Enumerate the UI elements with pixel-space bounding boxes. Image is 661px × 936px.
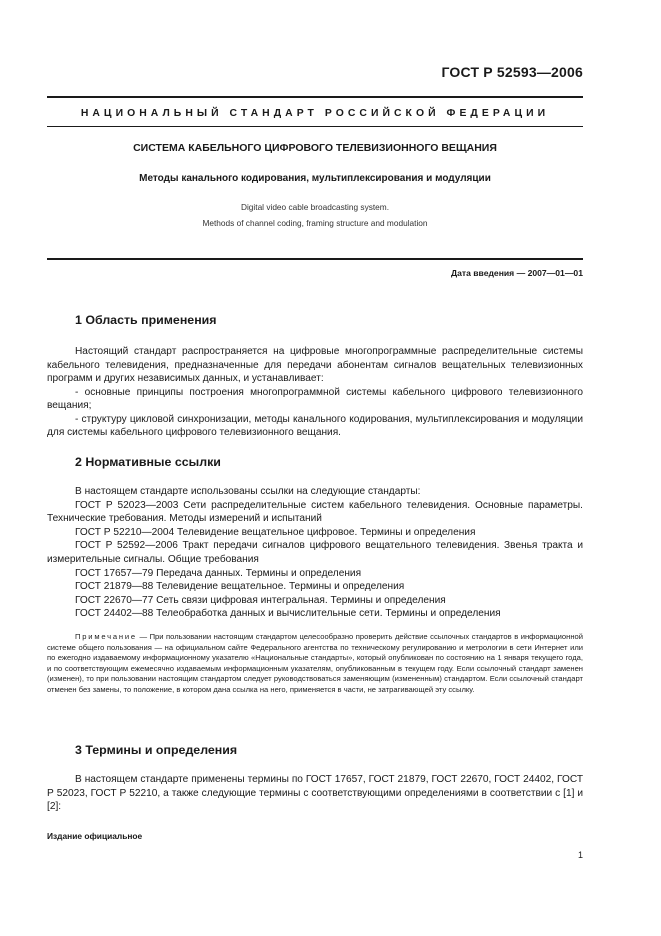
national-standard-title: НАЦИОНАЛЬНЫЙ СТАНДАРТ РОССИЙСКОЙ ФЕДЕРАЦИИ bbox=[80, 108, 550, 119]
section1-item1: - основные принципы построения многопрограммной системы кабельного цифрового телевизионного вещания; bbox=[47, 386, 583, 411]
section1-body bbox=[47, 345, 583, 440]
reference-item: ГОСТ 24402—88 Телеобработка данных и вычислительные сети. Термины и определения bbox=[75, 608, 501, 620]
document-title: СИСТЕМА КАБЕЛЬНОГО ЦИФРОВОГО ТЕЛЕВИЗИОННОГО ВЕЩАНИЯ bbox=[133, 142, 497, 154]
reference-item: ГОСТ 17657—79 Передача данных. Термины и определения bbox=[75, 567, 362, 579]
top-rule bbox=[47, 96, 583, 98]
section3-heading: 3 Термины и определения bbox=[75, 743, 238, 757]
national-rule bbox=[47, 126, 583, 127]
section3-paragraph: В настоящем стандарте применены термины по ГОСТ 17657, ГОСТ 21879, ГОСТ 22670, ГОСТ 24402, ГОСТ Р 52023, ГОСТ Р 52210, а также следующие термины с соответствующими определениями в соответствии с [1] и [2]: bbox=[47, 774, 583, 812]
english-title-line2: Methods of channel coding, framing structure and modulation bbox=[202, 218, 428, 228]
edition-label: Издание официальное bbox=[47, 831, 143, 841]
reference-item: ГОСТ 22670—77 Сеть связи цифровая интегральная. Термины и определения bbox=[75, 594, 446, 606]
reference-item: ГОСТ Р 52023—2003 Сети распределительные систем кабельного телевидения. Основные параметры. Технические требования. Методы измерений и испытаний bbox=[47, 499, 583, 525]
section1-paragraph: Настоящий стандарт распространяется на цифровые многопрограммные распределительные системы кабельного телевидения, предназначенные для передачи абонентам сигналов вещательных телевизионных программ и других независимых данных, и устанавливает: bbox=[47, 346, 583, 384]
note-label: Примечание bbox=[75, 632, 137, 641]
page-number: 1 bbox=[577, 850, 583, 860]
document-subtitle: Методы канального кодирования, мультиплексирования и модуляции bbox=[139, 173, 491, 184]
normative-references bbox=[47, 485, 583, 621]
english-title-line1: Digital video cable broadcasting system. bbox=[240, 202, 390, 212]
reference-item: ГОСТ Р 52592—2006 Тракт передачи сигналов цифрового вещательного телевидения. Звенья тракта и измерительные сигналы. Общие требования bbox=[47, 540, 583, 565]
references-intro: В настоящем стандарте использованы ссылки на следующие стандарты: bbox=[75, 486, 421, 497]
standard-code: ГОСТ Р 52593—2006 bbox=[441, 64, 583, 80]
section1-item2: - структуру цикловой синхронизации, методы канального кодирования, мультиплексирования и модуляции для системы кабельного цифрового телевизионного вещания. bbox=[47, 413, 583, 438]
reference-item: ГОСТ Р 52210—2004 Телевидение вещательное цифровое. Термины и определения bbox=[75, 526, 476, 538]
introduction-date: Дата введения — 2007—01—01 bbox=[450, 268, 583, 278]
references-note bbox=[47, 632, 583, 695]
note-text: — При пользовании настоящим стандартом целесообразно проверить действие ссылочных стандартов в информационной системе общего пользования — на официальном сайте Федерального агентства по техническому регулированию и метрологии в сети Интернет или по ежегодно издаваемому информационному указателю «Национальные стандарты», который опубликован по состоянию на 1 января текущего года, и по соответствующим ежемесячно издаваемым информационным указателям, опубликованным в текущем году. Если ссылочный стандарт заменен (изменен), то при пользовании настоящим стандартом следует руководствоваться заменяющим (измененным) стандартом. Если ссылочный стандарт отменен без замены, то положение, в котором дана ссылка на него, применяется в части, не затрагивающей эту ссылку. bbox=[47, 632, 583, 694]
section1-heading: 1 Область применения bbox=[75, 313, 217, 327]
title-rule bbox=[47, 258, 583, 260]
reference-item: ГОСТ 21879—88 Телевидение вещательное. Термины и определения bbox=[75, 581, 405, 593]
section2-heading: 2 Нормативные ссылки bbox=[75, 455, 221, 469]
